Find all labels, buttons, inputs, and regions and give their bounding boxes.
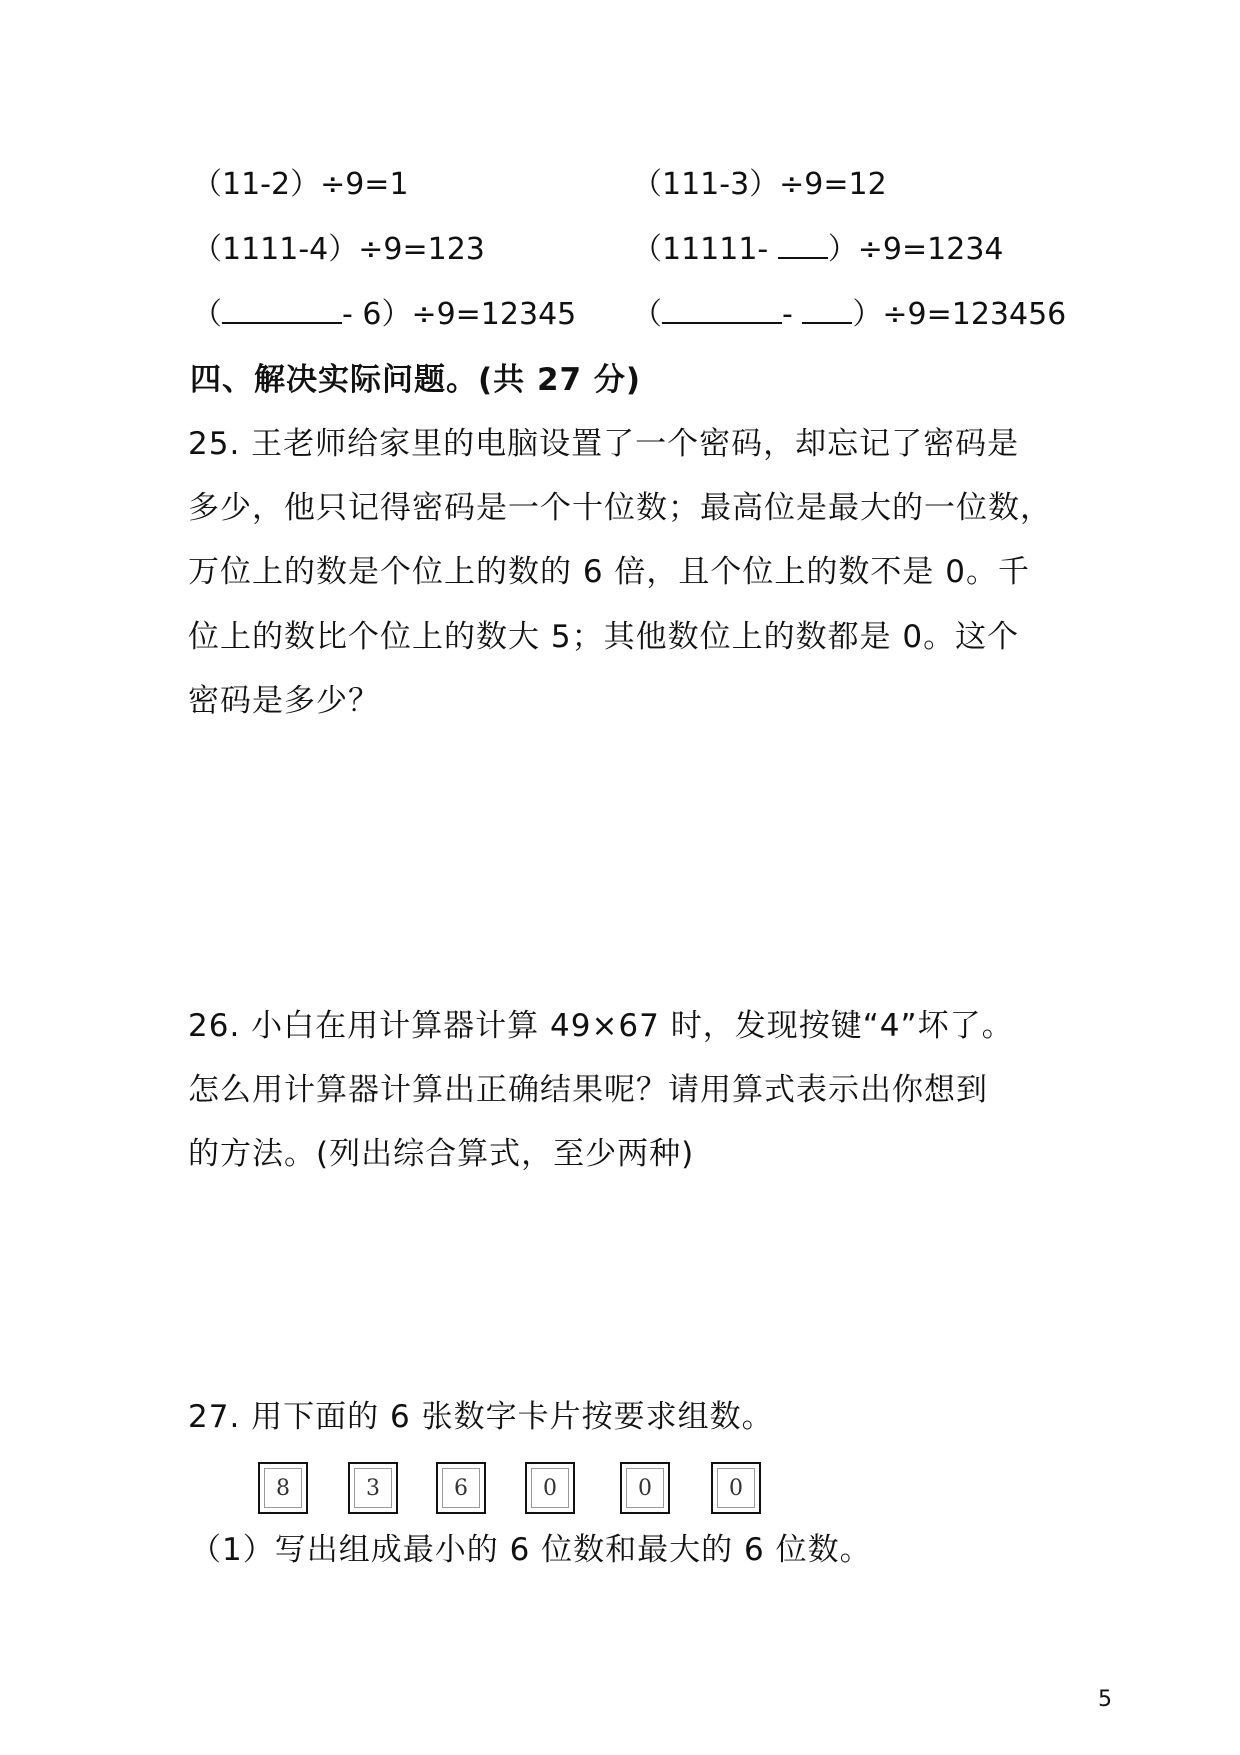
equation-row2-left: （1111-4）÷9=123 xyxy=(192,232,485,267)
q26-line-1: 26. 小白在用计算器计算 49×67 时，发现按键“4”坏了。 xyxy=(188,1008,1014,1044)
equation-row2-right xyxy=(632,230,1004,270)
equation-text: - 6）÷9=12345 xyxy=(342,297,577,332)
card-digit: 0 xyxy=(638,1475,652,1501)
answer-blank[interactable] xyxy=(662,296,782,324)
digit-card xyxy=(436,1462,486,1514)
equation-text: ）÷9=123456 xyxy=(852,297,1067,332)
equation-text: （11111- xyxy=(632,232,778,267)
equation-text: - xyxy=(782,297,803,332)
page-number: 5 xyxy=(1098,1687,1112,1712)
q25-line-1: 25. 王老师给家里的电脑设置了一个密码，却忘记了密码是 xyxy=(188,426,1020,462)
equation-text: （ xyxy=(192,297,222,332)
digit-card xyxy=(258,1462,308,1514)
equation-row3-left xyxy=(192,295,576,335)
q26-line-2: 怎么用计算器计算出正确结果呢？请用算式表示出你想到 xyxy=(188,1072,988,1108)
digit-card xyxy=(620,1462,670,1514)
q25-line-5: 密码是多少？ xyxy=(188,683,380,719)
answer-blank[interactable] xyxy=(222,296,342,324)
card-digit: 0 xyxy=(729,1475,743,1501)
card-digit: 6 xyxy=(454,1475,468,1501)
q27-line: 27. 用下面的 6 张数字卡片按要求组数。 xyxy=(188,1399,774,1435)
card-digit: 8 xyxy=(276,1475,290,1501)
q27-sub1: （1）写出组成最小的 6 位数和最大的 6 位数。 xyxy=(190,1532,872,1568)
q26-answer-area[interactable] xyxy=(188,1184,1048,1384)
q25-line-3: 万位上的数是个位上的数的 6 倍，且个位上的数不是 0。千 xyxy=(188,554,1031,590)
equation-row1-right: （111-3）÷9=12 xyxy=(632,167,887,202)
q25-line-2: 多少，他只记得密码是一个十位数；最高位是最大的一位数， xyxy=(188,490,1052,526)
q25-answer-area[interactable] xyxy=(188,730,1048,990)
card-digit: 3 xyxy=(366,1475,380,1501)
digit-card xyxy=(711,1462,761,1514)
q25-line-4: 位上的数比个位上的数大 5；其他数位上的数都是 0。这个 xyxy=(188,619,1020,655)
equation-text: （ xyxy=(632,297,662,332)
digit-card xyxy=(348,1462,398,1514)
q26-line-3: 的方法。(列出综合算式，至少两种) xyxy=(188,1136,695,1172)
equation-text: ）÷9=1234 xyxy=(827,232,1004,267)
equation-row3-right xyxy=(632,295,1066,335)
equation-row1-left: （11-2）÷9=1 xyxy=(192,167,409,202)
section-heading: 四、解决实际问题。(共 27 分) xyxy=(190,362,642,398)
card-digit: 0 xyxy=(543,1475,557,1501)
answer-blank[interactable] xyxy=(802,296,852,324)
digit-card xyxy=(525,1462,575,1514)
digit-cards xyxy=(258,1462,778,1518)
answer-blank[interactable] xyxy=(778,231,828,259)
